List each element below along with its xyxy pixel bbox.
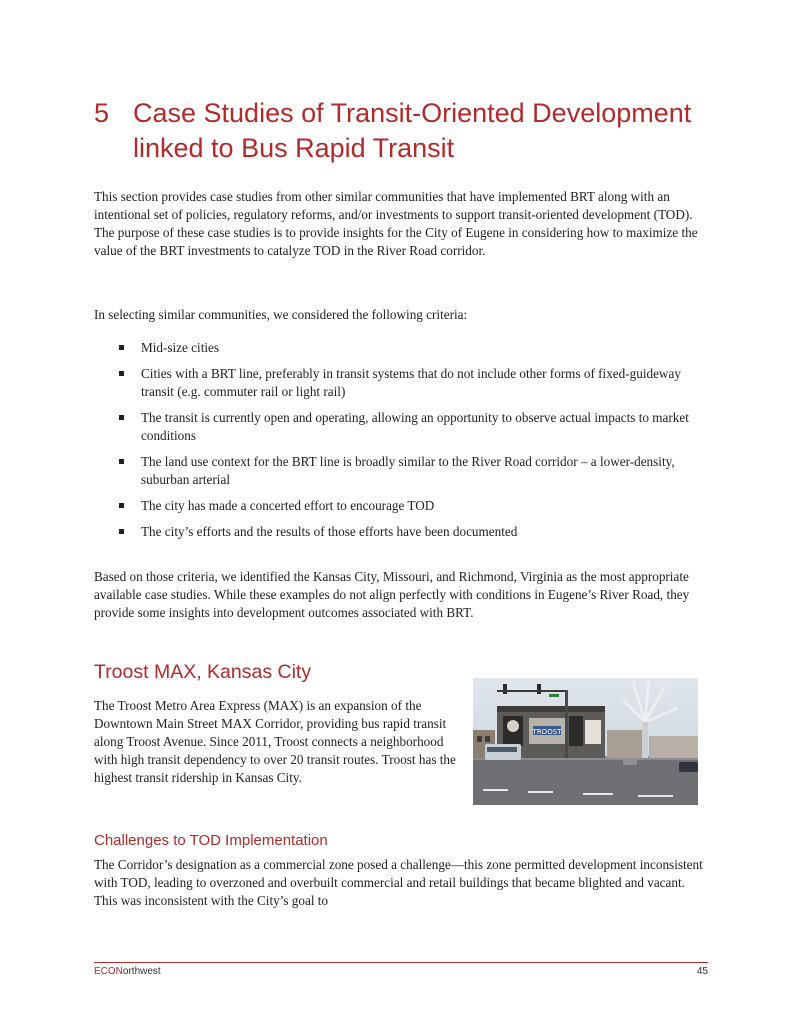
bullet-icon (119, 415, 124, 420)
list-item: Mid-size cities (94, 339, 708, 357)
intro-paragraph: This section provides case studies from other similar communities that have implemented BRT along with an intentional set of policies, regulatory reforms, and/or investments to support transit-oriented development (TOD). The purpose of these case studies is to provide insights for the City of Eugene in considering how to maximize the value of the BRT investments to catalyze TOD in the River Road corridor. (94, 189, 698, 258)
brand-suffix: orthwest (122, 966, 161, 977)
photo-sign-text: TROOST (532, 728, 562, 736)
challenges-paragraph: The Corridor’s designation as a commercial zone posed a challenge—this zone permitted development inconsistent with TOD, leading to overzoned and overbuilt commercial and retail buildings that became blighted and vacant. This was inconsistent with the City’s goal to (94, 857, 703, 908)
brand-prefix: ECON (94, 966, 123, 977)
list-item: Cities with a BRT line, preferably in transit systems that do not include other forms of fixed-guideway transit (e.g. commuter rail or light rail) (94, 365, 708, 401)
bullet-icon (119, 345, 124, 350)
list-item: The land use context for the BRT line is broadly similar to the River Road corridor – a lower-density, suburban arterial (94, 453, 708, 489)
bullet-icon (119, 459, 124, 464)
conclusion-paragraph: Based on those criteria, we identified the Kansas City, Missouri, and Richmond, Virginia as the most appropriate available case studies. While these examples do not align perfectly with conditions in Eugene’s River Road, they provide some insights into development outcomes associated with BRT. (94, 569, 690, 620)
criteria-list (94, 339, 708, 549)
criteria-intro: In selecting similar communities, we considered the following criteria: (94, 307, 468, 322)
bullet-icon (119, 503, 124, 508)
bullet-icon (119, 371, 124, 376)
section-number: 5 (94, 98, 110, 128)
list-item: The city has made a concerted effort to encourage TOD (94, 497, 708, 515)
footer-brand (94, 966, 161, 978)
troost-heading: Troost MAX, Kansas City (94, 661, 312, 683)
footer-divider (94, 962, 708, 963)
bullet-icon (119, 529, 124, 534)
troost-paragraph: The Troost Metro Area Express (MAX) is an expansion of the Downtown Main Street MAX Corridor, providing bus rapid transit along Troost Avenue. Since 2011, Troost connects a neighborhood with high transit dependency to over 20 transit routes. Troost has the highest transit ridership in Kansas City. (94, 698, 456, 785)
page-number: 45 (696, 966, 708, 977)
list-item: The city’s efforts and the results of those efforts have been documented (94, 523, 708, 541)
troost-max-photo (473, 678, 698, 805)
challenges-heading: Challenges to TOD Implementation (94, 832, 328, 849)
section-title: Case Studies of Transit-Oriented Development linked to Bus Rapid Transit (133, 98, 692, 163)
list-item: The transit is currently open and operating, allowing an opportunity to observe actual impacts to market conditions (94, 409, 708, 445)
